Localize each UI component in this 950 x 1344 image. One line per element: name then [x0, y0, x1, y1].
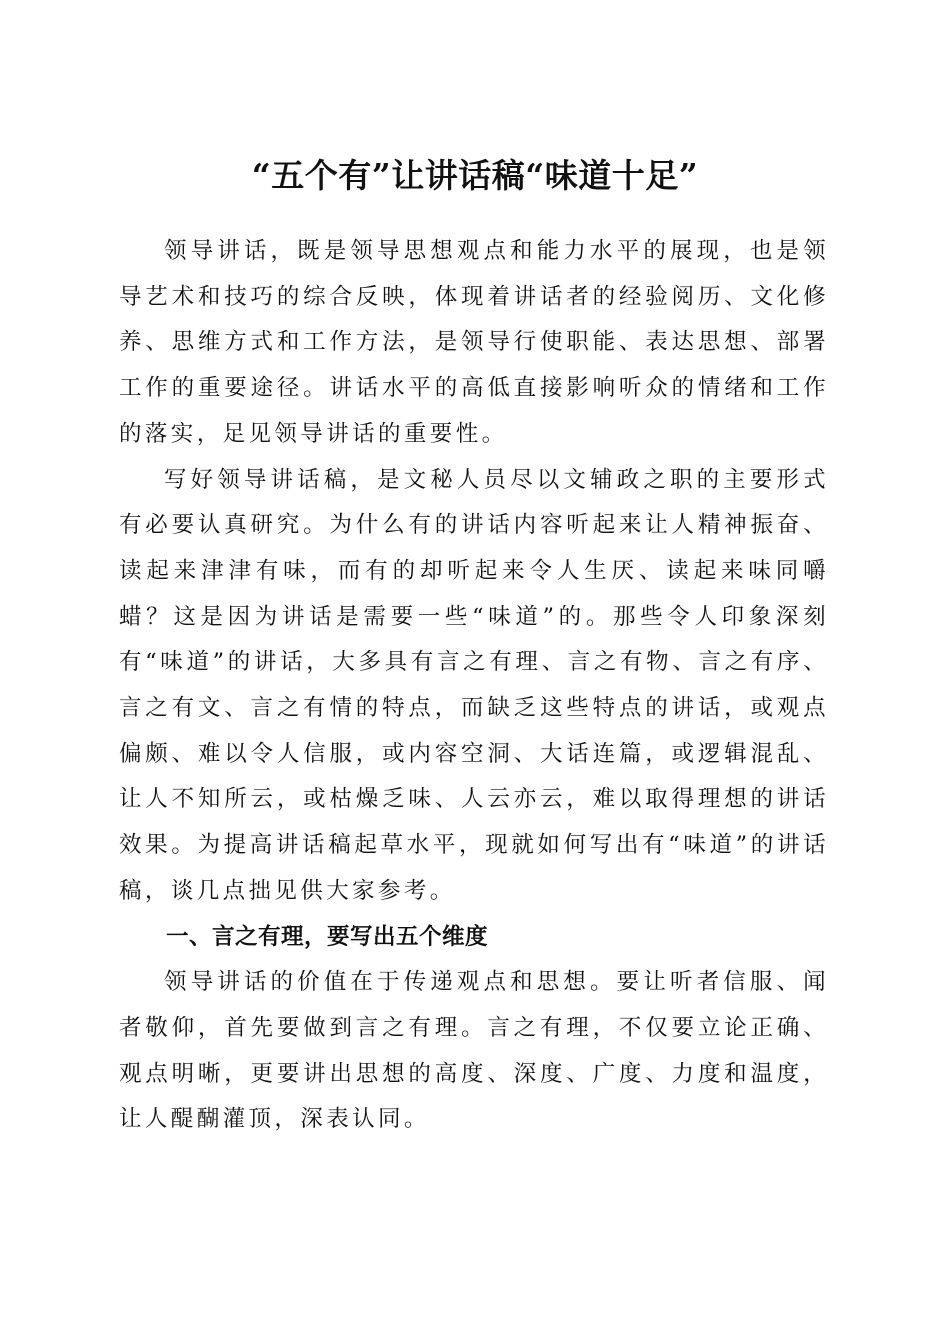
- document-title: “五个有”让讲话稿“味道十足”: [251, 156, 699, 196]
- paragraph-purpose: 写好领导讲话稿，是文秘人员尽以文辅政之职的主要形式有必要认真研究。为什么有的讲话内容听起来让人精神振奋、读起来津津有味，而有的却听起来令人生厌、读起来味同嚼蜡？这是因为讲话是需要一些“味道”的。那些令人印象深刻有“味道”的讲话，大多具有言之有理、言之有物、言之有序、言之有文、言之有情的特点，而缺乏这些特点的讲话，或观点偏颇、难以令人信服，或内容空洞、大话连篇，或逻辑混乱、让人不知所云，或枯燥乏味、人云亦云，难以取得理想的讲话效果。为提高讲话稿起草水平，现就如何写出有“味道”的讲话稿，谈几点拙见供大家参考。: [119, 466, 829, 904]
- section-heading: 一、言之有理，要写出五个维度: [166, 923, 489, 950]
- section-paragraph: 领导讲话的价值在于传递观点和思想。要让听者信服、闻者敬仰，首先要做到言之有理。言之有理，不仅要立论正确、观点明晰，更要讲出思想的高度、深度、广度、力度和温度，让人醍醐灌顶，深表认同。: [119, 969, 829, 1133]
- document-body: [119, 229, 829, 1143]
- paragraph-intro: 领导讲话，既是领导思想观点和能力水平的展现，也是领导艺术和技巧的综合反映，体现着讲话者的经验阅历、文化修养、思维方式和工作方法，是领导行使职能、表达思想、部署工作的重要途径。讲话水平的高低直接影响听众的情绪和工作的落实，足见领导讲话的重要性。: [119, 238, 829, 447]
